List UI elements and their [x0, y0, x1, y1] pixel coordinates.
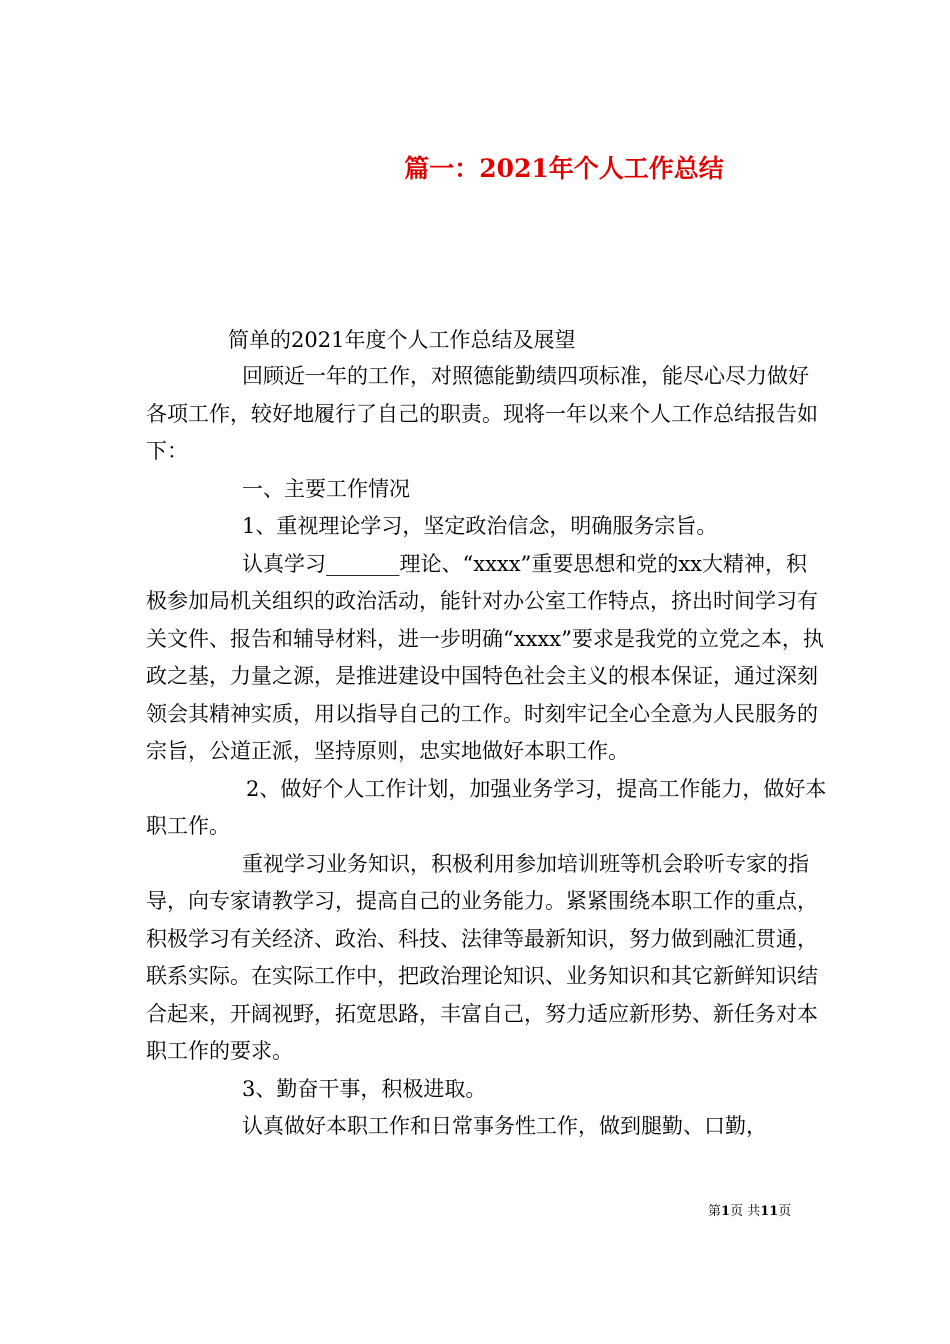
footer-suffix: 页	[778, 1204, 792, 1219]
item-heading-diligence: 3、勤奋干事，积极进取。	[242, 1076, 487, 1101]
footer-middle: 页 共	[730, 1204, 761, 1219]
document-subtitle: 简单的2021年度个人工作总结及展望	[228, 328, 576, 352]
theory-study-paragraph: 认真学习_______理论、“xxxx”重要思想和党的xx大精神，积极参加局机关组织的政治活动，能针对办公室工作特点，挤出时间学习有关文件、报告和辅导材料，进一步明确“xxxx”要求是我党的立党之本，执政之基，力量之源，是推进建设中国特色社会主义的根本保证，通过深刻领会其精神实质，用以指导自己的工作。时刻牢记全心全意为人民服务的宗旨，公道正派，坚持原则，忠实地做好本职工作。	[146, 551, 824, 763]
document-body	[146, 358, 828, 1146]
diligence-paragraph: 认真做好本职工作和日常事务性工作，做到腿勤、口勤，	[242, 1114, 767, 1138]
page-title: 篇一：2021年个人工作总结	[404, 153, 724, 183]
page-number-footer	[708, 1202, 791, 1222]
item-heading-theory-study: 1、重视理论学习，坚定政治信念，明确服务宗旨。	[242, 514, 718, 538]
current-page-number: 1	[721, 1204, 731, 1219]
footer-prefix: 第	[708, 1204, 722, 1219]
intro-paragraph: 回顾近一年的工作，对照德能勤绩四项标准，能尽心尽力做好各项工作，较好地履行了自己的职责。现将一年以来个人工作总结报告如下：	[146, 364, 818, 463]
total-page-count: 11	[760, 1204, 779, 1219]
section-heading-main-work: 一、主要工作情况	[242, 476, 410, 501]
item-heading-work-plan: 2、做好个人工作计划，加强业务学习，提高工作能力，做好本职工作。	[146, 776, 827, 838]
business-study-paragraph: 重视学习业务知识，积极利用参加培训班等机会聆听专家的指导，向专家请教学习，提高自己的业务能力。紧紧围绕本职工作的重点，积极学习有关经济、政治、科技、法律等最新知识，努力做到融汇贯通，联系实际。在实际工作中，把政治理论知识、业务知识和其它新鲜知识结合起来，开阔视野，拓宽思路，丰富自己，努力适应新形势、新任务对本职工作的要求。	[146, 851, 818, 1063]
